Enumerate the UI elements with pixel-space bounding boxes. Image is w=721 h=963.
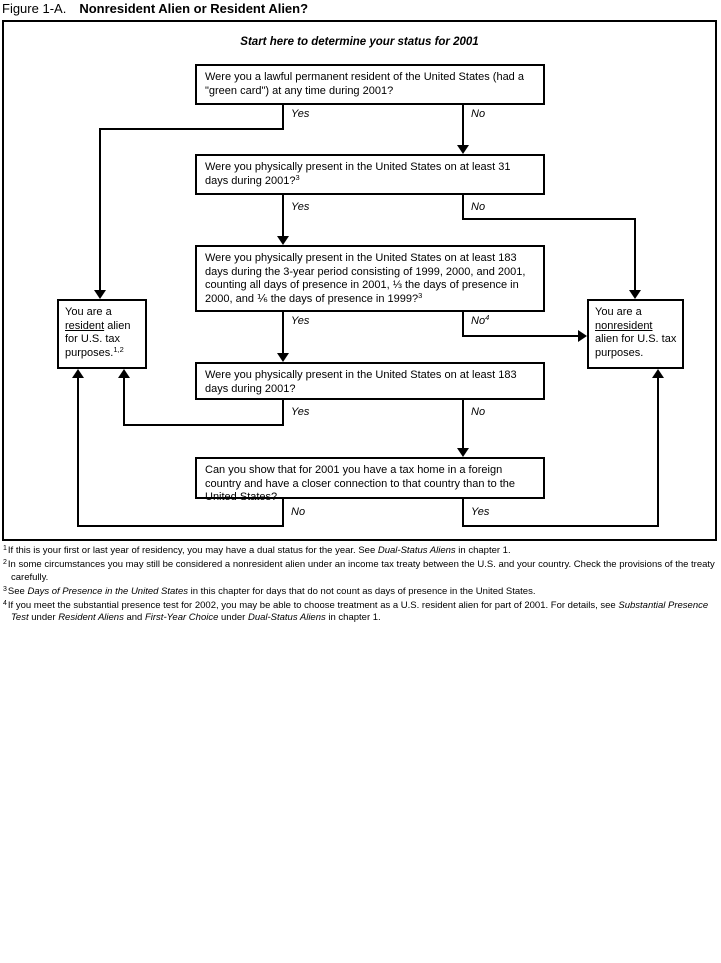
- arrowhead-down-nonresident-top: [629, 290, 641, 299]
- figure-name: Nonresident Alien or Resident Alien?: [79, 1, 309, 16]
- connector-q4-yes-v2: [123, 378, 125, 424]
- footnote-ref-1-2: 1,2: [113, 344, 124, 354]
- q4-no-label: No: [471, 406, 486, 418]
- question-box-31-days: [195, 154, 545, 195]
- label-text: No: [471, 315, 486, 327]
- q2-yes-label: Yes: [291, 201, 310, 213]
- connector-q4-no-v: [462, 400, 464, 448]
- connector-q1-no-v: [462, 105, 464, 145]
- connector-q3-no-v: [462, 312, 464, 337]
- result-box-resident: [57, 299, 147, 369]
- arrowhead-up-resident-bottom-inner: [118, 369, 130, 378]
- connector-q5-yes-v2: [657, 378, 659, 525]
- footnote-4: $^4$If you meet the substantial presence test for 2002, you may be able to choose treatment as a U.S. resident alien for part of 2001. For details, see Substantial Presence Test under Resident Aliens and First-Year Choice under Dual-Status Aliens in chapter 1.: [3, 599, 709, 623]
- q3-yes-label: Yes: [291, 315, 310, 327]
- question-text: Were you physically present in the United States on at least 183 days during 2001?: [205, 369, 517, 395]
- figure-number: Figure 1-A.: [2, 1, 67, 16]
- result-text-underlined: resident: [65, 319, 105, 332]
- connector-q2-yes-v: [282, 195, 284, 236]
- arrowhead-up-resident-bottom-outer: [72, 369, 84, 378]
- q1-no-label: No: [471, 108, 486, 120]
- question-box-183-days-3-year: [195, 245, 545, 312]
- q4-yes-label: Yes: [291, 406, 310, 418]
- question-text: Were you physically present in the United States on at least 31 days during 2001?: [205, 161, 511, 187]
- connector-q2-no-v2: [634, 218, 636, 290]
- figure-title: [2, 1, 308, 16]
- connector-q1-yes-v1: [282, 105, 284, 130]
- connector-q5-yes-h: [462, 525, 659, 527]
- connector-q1-yes-v2: [99, 128, 101, 290]
- connector-q3-no-h: [462, 335, 578, 337]
- arrowhead-up-nonresident-bottom: [652, 369, 664, 378]
- connector-q5-no-h: [77, 525, 284, 527]
- question-box-tax-home: [195, 457, 545, 503]
- result-text: You are a: [65, 306, 112, 318]
- q1-yes-label: Yes: [291, 108, 310, 120]
- arrowhead-down-q2-top: [457, 145, 469, 154]
- question-box-183-days-2001: [195, 362, 545, 400]
- arrowhead-down-q3-top: [277, 236, 289, 245]
- arrowhead-down-q5-top: [457, 448, 469, 457]
- q3-no-label: [471, 315, 489, 327]
- footnote-ref-3: 3: [418, 290, 423, 300]
- question-box-green-card: [195, 64, 545, 105]
- connector-q5-no-v2: [77, 378, 79, 525]
- question-text: Were you a lawful permanent resident of the United States (had a "green card") at any time during 2001?: [205, 71, 524, 97]
- q5-yes-label: Yes: [471, 506, 490, 518]
- connector-q1-yes-h: [99, 128, 284, 130]
- connector-q2-no-v1: [462, 195, 464, 220]
- footnote-2: $^2$In some circumstances you may still be considered a nonresident alien under an income tax treaty between the U.S. and your country. Check the provisions of the treaty carefully.: [3, 559, 715, 583]
- connector-q5-yes-v1: [462, 499, 464, 527]
- connector-q5-no-v1: [282, 499, 284, 527]
- connector-q4-yes-h: [123, 424, 284, 426]
- footnote-ref-4: 4: [485, 313, 490, 322]
- arrowhead-down-resident-top: [94, 290, 106, 299]
- arrowhead-right-nonresident-left: [578, 330, 587, 342]
- question-text: Were you physically present in the United States on at least 183 days during the 3-year period consisting of 1999, 2000, and 2001, counting all days of presence in 2001, ⅓ the days of presence in 2000, and ⅙ the days of presence in 1999?: [205, 252, 526, 305]
- result-text: alien for U.S. tax purposes.: [65, 319, 131, 359]
- footnotes: [3, 545, 717, 626]
- footnote-1: $^1$If this is your first or last year of residency, you may have a dual status for the year. See Dual-Status Aliens in chapter 1.: [3, 545, 511, 556]
- start-here-label: Start here to determine your status for 2001: [240, 36, 479, 48]
- connector-q3-yes-v: [282, 312, 284, 353]
- result-text: You are a: [595, 306, 642, 318]
- arrowhead-down-q4-top: [277, 353, 289, 362]
- footnote-3: $^3$See Days of Presence in the United States in this chapter for days that do not count as days of presence in the United States.: [3, 585, 536, 597]
- result-box-nonresident: [587, 299, 684, 369]
- result-text-underlined: nonresident: [595, 319, 653, 332]
- flowchart-frame: [2, 20, 717, 541]
- q2-no-label: No: [471, 201, 486, 213]
- question-text: Can you show that for 2001 you have a tax home in a foreign country and have a closer connection to that country than to the United States?: [205, 464, 516, 503]
- connector-q4-yes-v1: [282, 400, 284, 426]
- result-text: alien for U.S. tax purposes.: [595, 333, 677, 359]
- connector-q2-no-h: [462, 218, 636, 220]
- q5-no-label: No: [291, 506, 306, 518]
- footnote-ref-3: 3: [295, 172, 300, 182]
